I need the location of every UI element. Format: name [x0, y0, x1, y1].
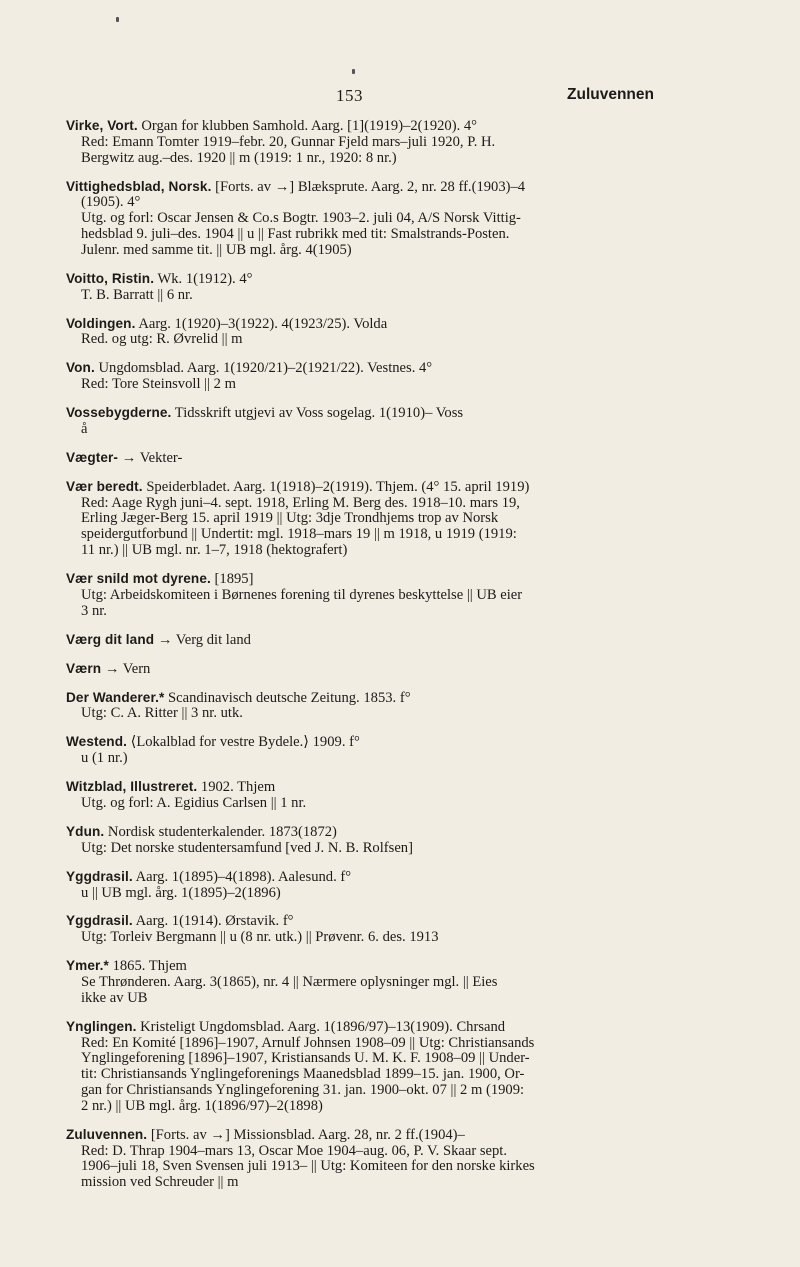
entry-text: 1865. Thjem	[112, 958, 187, 975]
entry-continuation-line	[66, 227, 666, 243]
entry-first-line	[66, 1019, 666, 1036]
entry-text: hedsblad 9. juli–des. 1904 || u || Fast rubrikk med tit: Smalstrands-Posten.	[81, 225, 510, 242]
entry-text: [Forts. av →] Blæksprute. Aarg. 2, nr. 28 ff.(1903)–4	[215, 178, 526, 195]
entry-first-line	[66, 632, 666, 649]
entry-first-line	[66, 479, 666, 496]
page-number: 153	[336, 86, 363, 105]
catalog-entry	[66, 405, 666, 438]
entry-continuation-line	[66, 1175, 666, 1191]
entry-text: Scandinavisch deutsche Zeitung. 1853. f°	[168, 689, 411, 706]
entry-text: Tidsskrift utgjevi av Voss sogelag. 1(1910)– Voss	[174, 405, 464, 422]
entry-first-line	[66, 118, 666, 135]
entry-text: Aarg. 1(1920)–3(1922). 4(1923/25). Volda	[138, 315, 388, 332]
entry-text: 3 nr.	[81, 602, 107, 619]
entry-text: Red: Tore Steinsvoll || 2 m	[81, 376, 236, 393]
entry-text: → Vekter-	[121, 449, 183, 466]
entry-text: (1905). 4°	[81, 194, 141, 211]
entry-continuation-line	[66, 1036, 666, 1052]
entry-continuation-line	[66, 1083, 666, 1099]
catalog-entry	[66, 1019, 666, 1115]
entry-first-line	[66, 360, 666, 377]
entry-first-line	[66, 179, 666, 196]
catalog-entry	[66, 271, 666, 304]
entry-heading: Værn	[66, 660, 102, 676]
entry-continuation-line	[66, 751, 666, 767]
entry-heading: Voitto, Ristin.	[66, 270, 155, 286]
entry-text: Erling Jæger-Berg 15. april 1919 || Utg: 3dje Trondhjems trop av Norsk	[81, 510, 499, 527]
entry-text: Utg. og forl: Oscar Jensen & Co.s Bogtr. 1903–2. juli 04, A/S Norsk Vittig-	[81, 210, 521, 227]
catalog-entry	[66, 360, 666, 393]
entry-text: å	[81, 420, 88, 437]
entry-first-line	[66, 271, 666, 288]
entry-text: [1895]	[214, 571, 254, 588]
entry-text: ⟨Lokalblad for vestre Bydele.⟩ 1909. f°	[130, 734, 360, 751]
entry-continuation-line	[66, 588, 666, 604]
entry-heading: Virke, Vort.	[66, 118, 138, 133]
entry-text: Red. og utg: R. Øvrelid || m	[81, 331, 243, 348]
catalog-entry	[66, 734, 666, 767]
entry-text: 1902. Thjem	[200, 779, 276, 796]
entry-text: Red: En Komité [1896]–1907, Arnulf Johnsen 1908–09 || Utg: Christiansands	[81, 1034, 535, 1051]
entry-heading: Vossebygderne.	[66, 405, 172, 421]
entry-continuation-line	[66, 243, 666, 259]
catalog-entry	[66, 1127, 666, 1191]
entry-continuation-line	[66, 195, 666, 211]
entry-heading: Zuluvennen.	[66, 1126, 148, 1142]
entry-continuation-line	[66, 796, 666, 812]
entry-text: Speiderbladet. Aarg. 1(1918)–2(1919). Thjem. (4° 15. april 1919)	[146, 478, 530, 495]
entry-continuation-line	[66, 1067, 666, 1083]
entry-continuation-line	[66, 706, 666, 722]
catalog-entry	[66, 571, 666, 619]
entry-continuation-line	[66, 930, 666, 946]
entry-text: Utg. og forl: A. Egidius Carlsen || 1 nr.	[81, 794, 307, 811]
entry-text: Kristeligt Ungdomsblad. Aarg. 1(1896/97)–13(1909). Chrsand	[140, 1018, 506, 1035]
entry-text: [Forts. av →] Missionsblad. Aarg. 28, nr. 2 ff.(1904)–	[150, 1126, 465, 1143]
entry-first-line	[66, 1127, 666, 1144]
catalog-entry	[66, 913, 666, 946]
entry-heading: Der Wanderer.*	[66, 689, 165, 705]
entry-continuation-line	[66, 511, 666, 527]
entry-first-line	[66, 734, 666, 751]
entry-continuation-line	[66, 135, 666, 151]
entry-text: gan for Christiansands Ynglingeforening 31. jan. 1900–okt. 07 || 2 m (1909:	[81, 1082, 525, 1099]
entry-heading: Witzblad, Illustreret.	[66, 779, 198, 795]
entry-continuation-line	[66, 886, 666, 902]
entry-continuation-line	[66, 151, 666, 167]
entry-heading: Vægter-	[66, 449, 119, 465]
entry-text: Ynglingeforening [1896]–1907, Kristiansands U. M. K. F. 1908–09 || Under-	[81, 1050, 530, 1067]
entry-heading: Von.	[66, 360, 95, 376]
entry-text: ikke av UB	[81, 989, 148, 1006]
entry-text: Utg: Det norske studentersamfund [ved J. N. B. Rolfsen]	[81, 839, 413, 856]
entry-continuation-line	[66, 1159, 666, 1175]
catalog-entry	[66, 779, 666, 812]
entry-first-line	[66, 779, 666, 796]
catalog-entry	[66, 479, 666, 559]
entry-text: Se Thrønderen. Aarg. 3(1865), nr. 4 || Nærmere oplysninger mgl. || Eies	[81, 974, 498, 991]
entry-text: Ungdomsblad. Aarg. 1(1920/21)–2(1921/22). Vestnes. 4°	[98, 360, 433, 377]
entry-heading: Ynglingen.	[66, 1018, 137, 1034]
entry-text: Red: D. Thrap 1904–mars 13, Oscar Moe 1904–aug. 06, P. V. Skaar sept.	[81, 1142, 508, 1159]
entry-first-line	[66, 690, 666, 707]
catalog-entry	[66, 632, 666, 649]
entry-first-line	[66, 316, 666, 333]
entry-heading: Yggdrasil.	[66, 913, 133, 929]
entry-text: u (1 nr.)	[81, 750, 128, 767]
entry-continuation-line	[66, 1099, 666, 1115]
entry-heading: Westend.	[66, 734, 127, 750]
running-head: Zuluvennen	[567, 86, 654, 103]
entry-heading: Voldingen.	[66, 315, 136, 331]
entry-continuation-line	[66, 1144, 666, 1160]
entry-text: T. B. Barratt || 6 nr.	[81, 286, 193, 303]
entry-text: Aarg. 1(1914). Ørstavik. f°	[135, 913, 294, 930]
entry-text: 2 nr.) || UB mgl. årg. 1(1896/97)–2(1898)	[81, 1097, 323, 1114]
entry-text: mission ved Schreuder || m	[81, 1174, 239, 1191]
entry-continuation-line	[66, 527, 666, 543]
catalog-entry	[66, 869, 666, 902]
entry-heading: Ydun.	[66, 823, 105, 839]
entry-continuation-line	[66, 496, 666, 512]
entry-text: Wk. 1(1912). 4°	[157, 270, 253, 287]
catalog-entry	[66, 450, 666, 467]
entry-continuation-line	[66, 422, 666, 438]
entry-first-line	[66, 450, 666, 467]
page-speck-mark	[116, 17, 119, 22]
entry-heading: Vær beredt.	[66, 478, 143, 494]
entry-heading: Vær snild mot dyrene.	[66, 571, 211, 587]
catalog-entry	[66, 179, 666, 259]
page-header	[0, 86, 800, 116]
catalog-entries	[66, 118, 666, 1203]
entry-text: speidergutforbund || Undertit: mgl. 1918–mars 19 || m 1918, u 1919 (1919:	[81, 526, 517, 543]
entry-heading: Yggdrasil.	[66, 868, 133, 884]
entry-continuation-line	[66, 377, 666, 393]
catalog-entry	[66, 316, 666, 349]
entry-continuation-line	[66, 288, 666, 304]
entry-first-line	[66, 869, 666, 886]
entry-continuation-line	[66, 332, 666, 348]
entry-first-line	[66, 913, 666, 930]
catalog-entry	[66, 118, 666, 166]
entry-heading: Ymer.*	[66, 958, 109, 974]
entry-text: Aarg. 1(1895)–4(1898). Aalesund. f°	[135, 868, 352, 885]
entry-text: Bergwitz aug.–des. 1920 || m (1919: 1 nr., 1920: 8 nr.)	[81, 149, 397, 166]
entry-text: → Vern	[104, 660, 151, 677]
entry-continuation-line	[66, 604, 666, 620]
entry-continuation-line	[66, 991, 666, 1007]
entry-text: Utg: Arbeidskomiteen i Børnenes forening til dyrenes beskyttelse || UB eier	[81, 586, 523, 603]
entry-first-line	[66, 571, 666, 588]
catalog-entry	[66, 958, 666, 1006]
entry-text: 11 nr.) || UB mgl. nr. 1–7, 1918 (hektografert)	[81, 542, 348, 559]
entry-continuation-line	[66, 211, 666, 227]
entry-text: Utg: C. A. Ritter || 3 nr. utk.	[81, 705, 243, 722]
entry-text: Red: Aage Rygh juni–4. sept. 1918, Erling M. Berg des. 1918–10. mars 19,	[81, 494, 520, 511]
catalog-entry	[66, 661, 666, 678]
entry-text: 1906–juli 18, Sven Svensen juli 1913– || Utg: Komiteen for den norske kirkes	[81, 1158, 535, 1175]
catalog-entry	[66, 824, 666, 857]
entry-heading: Vittighedsblad, Norsk.	[66, 178, 212, 194]
entry-text: u || UB mgl. årg. 1(1895)–2(1896)	[81, 884, 281, 901]
entry-text: Red: Emann Tomter 1919–febr. 20, Gunnar Fjeld mars–juli 1920, P. H.	[81, 133, 496, 150]
entry-first-line	[66, 405, 666, 422]
entry-first-line	[66, 958, 666, 975]
entry-first-line	[66, 661, 666, 678]
catalog-entry	[66, 690, 666, 723]
entry-heading: Værg dit land	[66, 631, 155, 647]
entry-text: Julenr. med samme tit. || UB mgl. årg. 4(1905)	[81, 241, 352, 258]
page-speck-mark	[352, 69, 355, 74]
entry-continuation-line	[66, 1051, 666, 1067]
entry-text: → Verg dit land	[157, 631, 251, 648]
entry-text: Utg: Torleiv Bergmann || u (8 nr. utk.) || Prøvenr. 6. des. 1913	[81, 929, 439, 946]
entry-continuation-line	[66, 543, 666, 559]
entry-text: Organ for klubben Samhold. Aarg. [1](1919)–2(1920). 4°	[141, 118, 478, 134]
entry-text: tit: Christiansands Ynglingeforenings Maanedsblad 1899–15. jan. 1900, Or-	[81, 1066, 525, 1083]
entry-continuation-line	[66, 975, 666, 991]
entry-text: Nordisk studenterkalender. 1873(1872)	[107, 823, 337, 840]
entry-continuation-line	[66, 841, 666, 857]
entry-first-line	[66, 824, 666, 841]
